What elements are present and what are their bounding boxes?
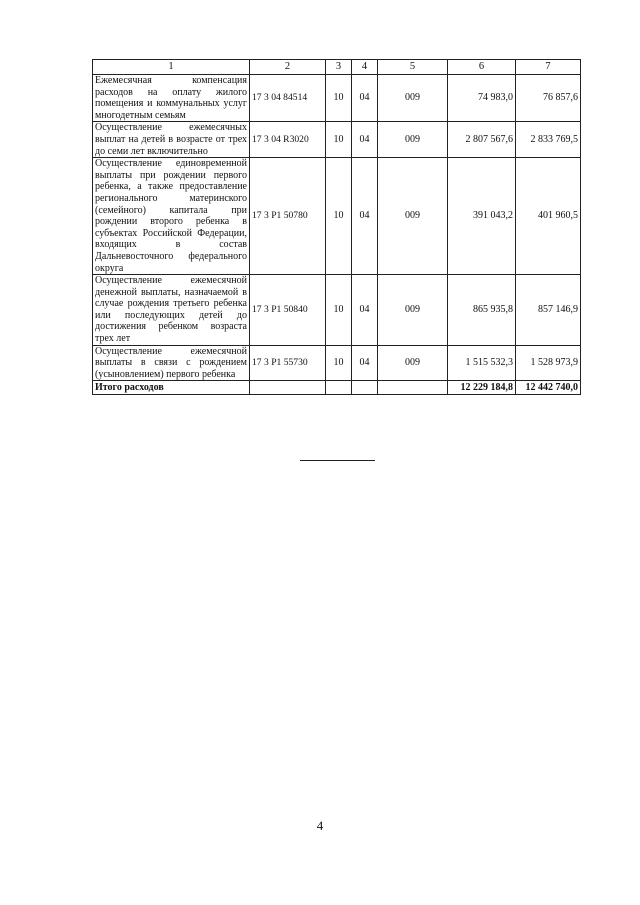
row-subsection: 04 (352, 158, 378, 275)
header-cell: 1 (93, 60, 250, 75)
row-section: 10 (326, 75, 352, 122)
table-row (93, 75, 581, 122)
row-name: Ежемесячная компенсация расходов на оплату жилого помещения и коммунальных услуг многодетным семьям (93, 75, 250, 122)
row-value-7: 2 833 769,5 (516, 122, 581, 158)
row-name: Осуществление ежемесячной выплаты в связи с рождением (усыновлением) первого ребенка (93, 345, 250, 381)
header-cell: 6 (448, 60, 516, 75)
table-row (93, 122, 581, 158)
table-row (93, 275, 581, 346)
row-code: 17 3 P1 50780 (250, 158, 326, 275)
row-code: 17 3 04 R3020 (250, 122, 326, 158)
row-name: Осуществление единовременной выплаты при рождении первого ребенка, а также предоставление регионального материнского (семейного) капитала при рождении второго ребенка в субъектах Российской Федерации, входящих в состав Дальневосточного федерального округа (93, 158, 250, 275)
row-code: 17 3 P1 55730 (250, 345, 326, 381)
row-value-7: 1 528 973,9 (516, 345, 581, 381)
row-value-7: 76 857,6 (516, 75, 581, 122)
row-name: Осуществление ежемесячной денежной выплаты, назначаемой в случае рождения третьего ребенка или последующих детей до достижения ребенком возраста трех лет (93, 275, 250, 346)
row-subsection: 04 (352, 345, 378, 381)
row-value-6: 74 983,0 (448, 75, 516, 122)
table-row (93, 158, 581, 275)
empty-cell (250, 381, 326, 395)
row-value-6: 865 935,8 (448, 275, 516, 346)
budget-table (92, 59, 581, 395)
empty-cell (352, 381, 378, 395)
row-type: 009 (378, 275, 448, 346)
row-section: 10 (326, 122, 352, 158)
row-section: 10 (326, 345, 352, 381)
row-name: Осуществление ежемесячных выплат на детей в возрасте от трех до семи лет включительно (93, 122, 250, 158)
row-value-6: 2 807 567,6 (448, 122, 516, 158)
total-row (93, 381, 581, 395)
row-value-6: 391 043,2 (448, 158, 516, 275)
header-cell: 7 (516, 60, 581, 75)
header-cell: 3 (326, 60, 352, 75)
total-value-6: 12 229 184,8 (448, 381, 516, 395)
separator-line (300, 460, 375, 461)
total-label: Итого расходов (93, 381, 250, 395)
row-subsection: 04 (352, 122, 378, 158)
row-value-7: 401 960,5 (516, 158, 581, 275)
row-type: 009 (378, 75, 448, 122)
header-cell: 5 (378, 60, 448, 75)
total-value-7: 12 442 740,0 (516, 381, 581, 395)
row-code: 17 3 04 84514 (250, 75, 326, 122)
header-cell: 2 (250, 60, 326, 75)
table-row (93, 345, 581, 381)
row-type: 009 (378, 122, 448, 158)
empty-cell (326, 381, 352, 395)
row-section: 10 (326, 275, 352, 346)
page-number: 4 (316, 818, 324, 833)
header-cell: 4 (352, 60, 378, 75)
row-code: 17 3 P1 50840 (250, 275, 326, 346)
row-type: 009 (378, 345, 448, 381)
row-section: 10 (326, 158, 352, 275)
row-value-6: 1 515 532,3 (448, 345, 516, 381)
row-subsection: 04 (352, 275, 378, 346)
empty-cell (378, 381, 448, 395)
row-value-7: 857 146,9 (516, 275, 581, 346)
row-subsection: 04 (352, 75, 378, 122)
row-type: 009 (378, 158, 448, 275)
header-row (93, 60, 581, 75)
